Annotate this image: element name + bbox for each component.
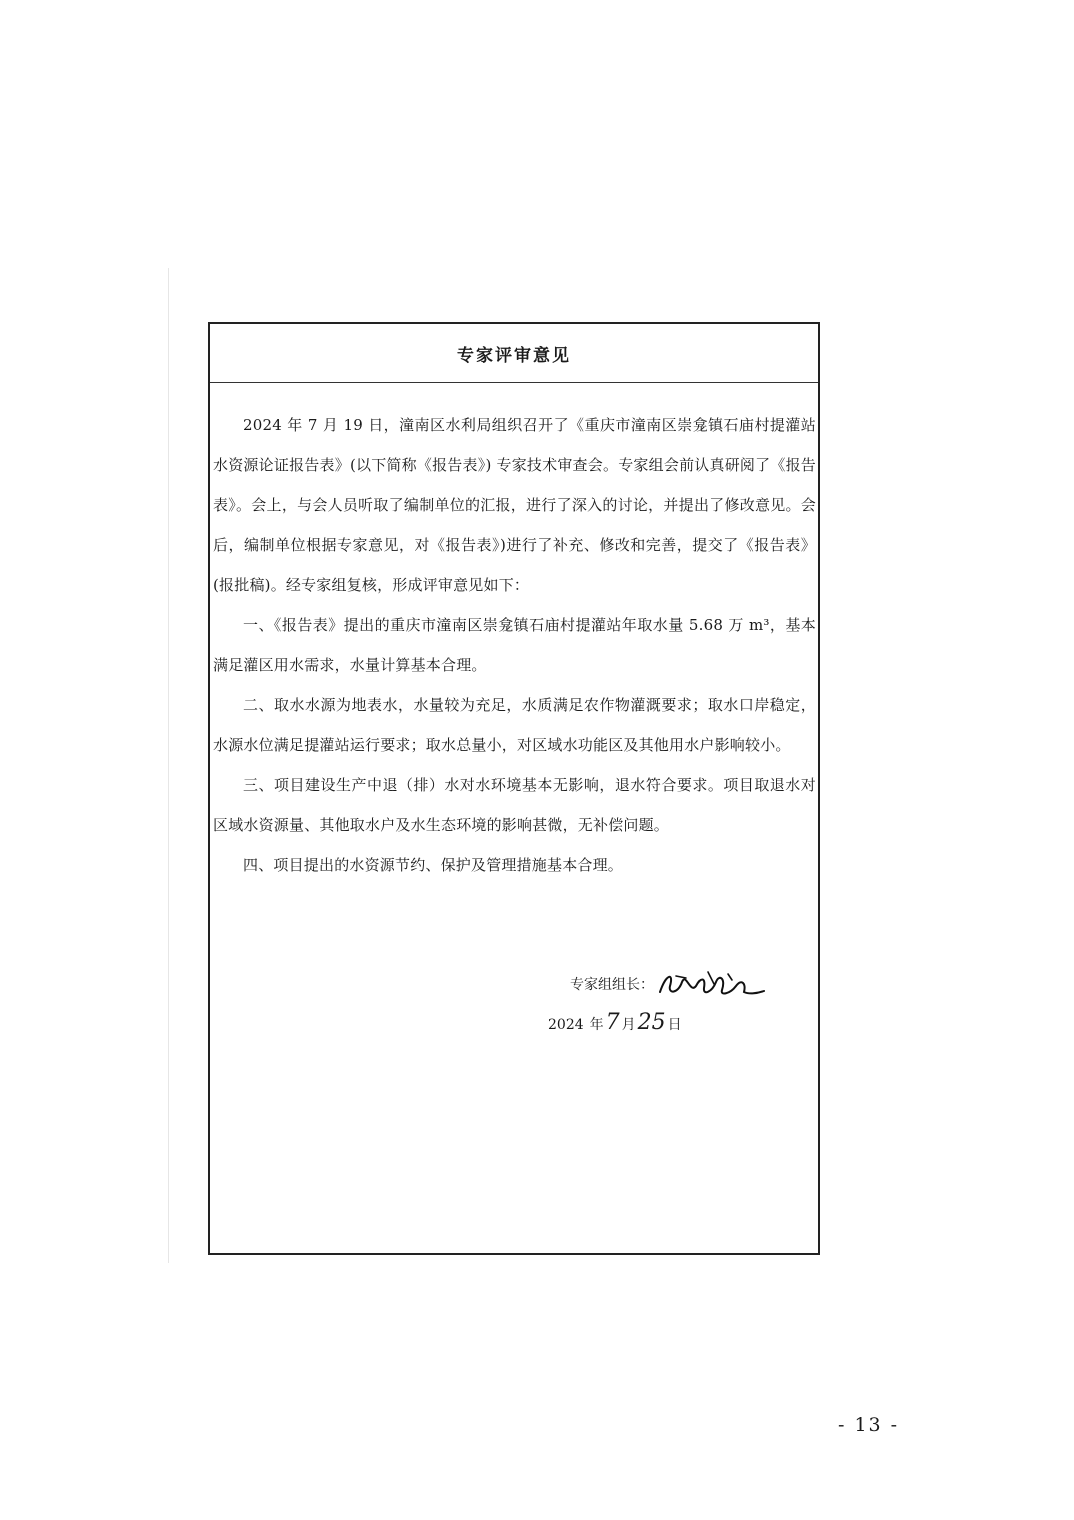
form-body [210,383,818,885]
expert-review-form [208,322,820,1255]
signature-date [548,1010,766,1035]
date-year: 2024 [548,1017,584,1033]
paragraph-opinion-3: 三、项目建设生产中退（排）水对水环境基本无影响，退水符合要求。项目取退水对区域水资源量、其他取水户及水生态环境的影响甚微，无补偿问题。 [213,776,816,834]
signature-label: 专家组组长： [570,977,654,993]
form-title: 专家评审意见 [457,345,571,366]
date-month-handwritten: 7 [605,1010,620,1035]
paragraph-opinion-2: 二、取水水源为地表水，水量较为充足，水质满足农作物灌溉要求；取水口岸稳定，水源水位满足提灌站运行要求；取水总量小，对区域水功能区及其他用水户影响较小。 [213,696,816,754]
date-day-char: 日 [667,1017,682,1033]
page-number: - 13 - [838,1414,900,1436]
handwritten-signature [656,964,766,1004]
date-month-char: 月 [621,1017,636,1033]
date-day-handwritten: 25 [637,1010,666,1035]
scan-edge-line [168,268,169,1263]
signature-block [548,964,766,1035]
paragraph-opinion-4: 四、项目提出的水资源节约、保护及管理措施基本合理。 [243,856,624,874]
date-year-char: 年 [589,1017,604,1033]
form-header [210,324,818,383]
paragraph-intro: 2024 年 7 月 19 日，潼南区水利局组织召开了《重庆市潼南区崇龛镇石庙村提灌站水资源论证报告表》(以下简称《报告表》) 专家技术审查会。专家组会前认真研阅了《报告表》。会上，与会人员听取了编制单位的汇报，进行了深入的讨论，并提出了修改意见。会后，编制单位根据专家意见，对《报告表》)进行了补充、修改和完善，提交了《报告表》(报批稿)。经专家组复核，形成评审意见如下： [213,416,816,594]
paragraph-opinion-1: 一、《报告表》提出的重庆市潼南区崇龛镇石庙村提灌站年取水量 5.68 万 m³，基本满足灌区用水需求，水量计算基本合理。 [213,616,816,674]
signature-line [570,964,766,1004]
